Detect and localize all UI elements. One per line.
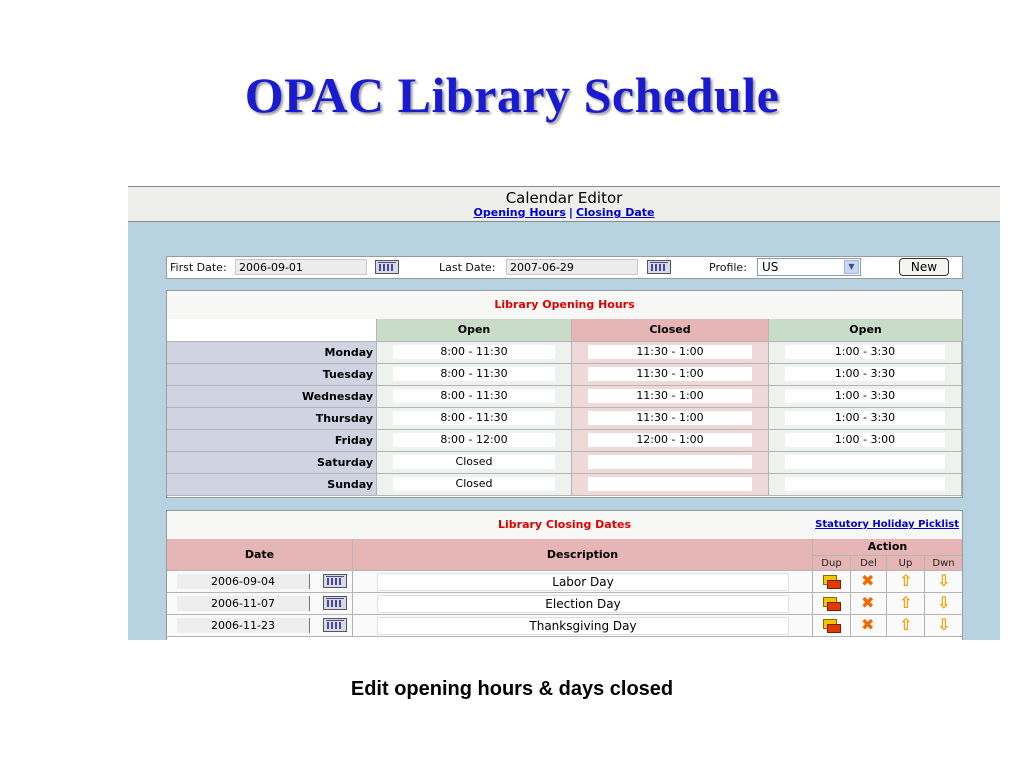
closing-dates-section	[166, 510, 963, 640]
day-label: Sunday	[167, 474, 377, 496]
time-cell	[572, 364, 769, 386]
date-cell	[167, 571, 353, 593]
del-subheader: Del	[851, 555, 887, 570]
down-arrow-icon[interactable]: ⇩	[937, 571, 951, 590]
up-cell	[887, 615, 925, 637]
time-cell	[572, 430, 769, 452]
time-input[interactable]: 11:30 - 1:00	[588, 367, 752, 381]
time-input[interactable]: 1:00 - 3:30	[785, 411, 945, 425]
duplicate-icon[interactable]	[823, 575, 840, 588]
time-input[interactable]: 1:00 - 3:30	[785, 345, 945, 359]
open-column-header: Open	[377, 319, 572, 342]
time-input[interactable]: 8:00 - 11:30	[393, 389, 555, 403]
date-cell	[167, 593, 353, 615]
slide-title: OPAC Library Schedule	[244, 67, 780, 123]
description-cell	[353, 615, 813, 637]
dwn-cell	[925, 571, 962, 593]
closing-date-row	[167, 615, 962, 637]
up-cell	[887, 571, 925, 593]
calendar-icon[interactable]	[375, 260, 399, 274]
del-cell	[851, 615, 887, 637]
delete-icon[interactable]: ✖	[861, 593, 875, 612]
calendar-icon[interactable]	[647, 260, 671, 274]
action-column-header	[813, 539, 962, 571]
time-cell	[377, 364, 572, 386]
dup-cell	[813, 571, 851, 593]
time-cell	[377, 386, 572, 408]
time-cell	[769, 386, 962, 408]
editor-header	[128, 186, 1000, 222]
hours-row	[167, 364, 962, 386]
closing-date-row	[167, 593, 962, 615]
new-button[interactable]: New	[899, 258, 949, 276]
dup-cell	[813, 593, 851, 615]
profile-select[interactable]	[757, 258, 861, 276]
delete-icon[interactable]: ✖	[861, 571, 875, 590]
description-input[interactable]: Labor Day	[377, 573, 789, 591]
time-cell	[377, 408, 572, 430]
description-input[interactable]: Election Day	[377, 595, 789, 613]
description-input[interactable]: Thanksgiving Day	[377, 617, 789, 635]
hours-row	[167, 430, 962, 452]
time-input[interactable]: 8:00 - 11:30	[393, 345, 555, 359]
date-filter-bar	[166, 256, 963, 279]
dup-cell	[813, 615, 851, 637]
time-input[interactable]: Closed	[393, 455, 555, 469]
profile-label: Profile:	[709, 261, 747, 274]
closing-date-input[interactable]: 2006-11-07	[177, 596, 310, 611]
dwn-cell	[925, 593, 962, 615]
down-arrow-icon[interactable]: ⇩	[937, 615, 951, 634]
time-cell	[769, 364, 962, 386]
date-cell	[167, 615, 353, 637]
calendar-icon[interactable]	[323, 618, 347, 632]
date-column-header: Date	[167, 539, 353, 571]
calendar-icon[interactable]	[323, 596, 347, 610]
day-label: Friday	[167, 430, 377, 452]
time-cell	[769, 408, 962, 430]
time-input[interactable]: 11:30 - 1:00	[588, 389, 752, 403]
first-date-input[interactable]: 2006-09-01	[235, 259, 367, 275]
closing-date-input[interactable]: 2006-09-04	[177, 574, 310, 589]
corner-cell	[167, 319, 377, 342]
del-cell	[851, 571, 887, 593]
time-cell	[377, 474, 572, 496]
description-cell	[353, 593, 813, 615]
closing-date-link[interactable]: Closing Date	[575, 206, 655, 219]
time-cell	[769, 430, 962, 452]
nav-separator: |	[568, 206, 573, 219]
profile-value: US	[762, 260, 779, 274]
hours-row	[167, 386, 962, 408]
time-input[interactable]: Closed	[393, 477, 555, 491]
day-label: Thursday	[167, 408, 377, 430]
down-arrow-icon[interactable]: ⇩	[937, 593, 951, 612]
time-cell	[769, 474, 962, 496]
caption-text: Edit opening hours & days closed	[350, 678, 674, 700]
dropdown-arrow-icon: ▼	[844, 260, 859, 274]
time-input[interactable]	[588, 477, 752, 491]
duplicate-icon[interactable]	[823, 597, 840, 610]
up-arrow-icon[interactable]: ⇧	[899, 615, 913, 634]
last-date-label: Last Date:	[439, 261, 496, 274]
up-arrow-icon[interactable]: ⇧	[899, 593, 913, 612]
description-cell	[353, 571, 813, 593]
day-label: Saturday	[167, 452, 377, 474]
delete-icon[interactable]: ✖	[861, 615, 875, 634]
time-input[interactable]: 11:30 - 1:00	[588, 345, 752, 359]
dup-subheader: Dup	[813, 555, 851, 570]
up-cell	[887, 593, 925, 615]
time-cell	[572, 408, 769, 430]
editor-title: Calendar Editor	[505, 189, 623, 207]
description-column-header: Description	[353, 539, 813, 571]
up-arrow-icon[interactable]: ⇧	[899, 571, 913, 590]
last-date-input[interactable]: 2007-06-29	[506, 259, 638, 275]
opening-hours-title: Library Opening Hours	[167, 291, 962, 319]
time-cell	[572, 474, 769, 496]
opening-hours-link[interactable]: Opening Hours	[473, 206, 566, 219]
time-input[interactable]: 11:30 - 1:00	[588, 411, 752, 425]
time-cell	[572, 452, 769, 474]
del-cell	[851, 593, 887, 615]
closing-date-row	[167, 571, 962, 593]
hours-row	[167, 452, 962, 474]
time-cell	[769, 452, 962, 474]
opening-hours-section	[166, 290, 963, 498]
time-input[interactable]: 8:00 - 12:00	[393, 433, 555, 447]
time-cell	[572, 342, 769, 364]
day-label: Monday	[167, 342, 377, 364]
day-label: Tuesday	[167, 364, 377, 386]
hours-row	[167, 474, 962, 496]
dwn-cell	[925, 615, 962, 637]
time-input[interactable]: 8:00 - 11:30	[393, 367, 555, 381]
time-cell	[377, 452, 572, 474]
statutory-holiday-link[interactable]: Statutory Holiday Picklist	[815, 519, 959, 530]
dwn-subheader: Dwn	[925, 555, 962, 570]
closing-date-input[interactable]: 2006-11-23	[177, 618, 310, 633]
editor-nav	[128, 206, 1000, 220]
closing-dates-title: Library Closing Dates	[167, 511, 962, 539]
up-subheader: Up	[887, 555, 925, 570]
calendar-icon[interactable]	[323, 574, 347, 588]
open-column-header: Open	[769, 319, 962, 342]
time-cell	[377, 430, 572, 452]
time-cell	[769, 342, 962, 364]
time-input[interactable]: 8:00 - 11:30	[393, 411, 555, 425]
time-input[interactable]: 1:00 - 3:30	[785, 367, 945, 381]
slide-caption	[0, 678, 1024, 701]
first-date-label: First Date:	[170, 261, 227, 274]
time-input[interactable]: 1:00 - 3:30	[785, 389, 945, 403]
time-input[interactable]: 1:00 - 3:00	[785, 433, 945, 447]
time-input[interactable]: 12:00 - 1:00	[588, 433, 752, 447]
hours-row	[167, 408, 962, 430]
closed-column-header: Closed	[572, 319, 769, 342]
action-header-label: Action	[867, 540, 908, 553]
duplicate-icon[interactable]	[823, 619, 840, 632]
time-input[interactable]	[785, 477, 945, 491]
time-input[interactable]	[588, 455, 752, 469]
time-input[interactable]	[785, 455, 945, 469]
hours-row	[167, 342, 962, 364]
calendar-editor-screenshot	[128, 186, 1000, 640]
day-label: Wednesday	[167, 386, 377, 408]
time-cell	[377, 342, 572, 364]
time-cell	[572, 386, 769, 408]
